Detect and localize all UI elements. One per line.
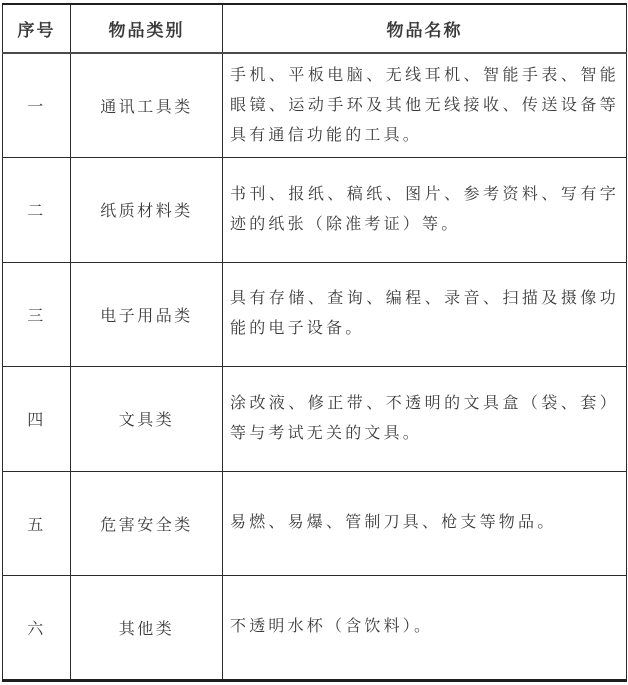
table-row xyxy=(3,576,627,681)
row-number-cell: 三 xyxy=(3,262,71,367)
category-cell: 危害安全类 xyxy=(71,471,223,576)
row-number-cell: 四 xyxy=(3,367,71,472)
items-cell: 手机、平板电脑、无线耳机、智能手表、智能眼镜、运动手环及其他无线接收、传送设备等具有通信功能的工具。 xyxy=(223,53,627,158)
header-cell-item-name: 物品名称 xyxy=(223,4,627,53)
row-number-cell: 二 xyxy=(3,158,71,263)
header-cell-category: 物品类别 xyxy=(71,4,223,53)
table-row xyxy=(3,262,627,367)
items-cell: 书刊、报纸、稿纸、图片、参考资料、写有字迹的纸张（除准考证）等。 xyxy=(223,158,627,263)
table-header-row xyxy=(3,4,627,53)
table-row xyxy=(3,158,627,263)
header-cell-number: 序号 xyxy=(3,4,71,53)
row-number-cell: 一 xyxy=(3,53,71,158)
row-number-cell: 五 xyxy=(3,471,71,576)
items-cell: 具有存储、查询、编程、录音、扫描及摄像功能的电子设备。 xyxy=(223,262,627,367)
category-cell: 纸质材料类 xyxy=(71,158,223,263)
table-row xyxy=(3,471,627,576)
category-cell: 文具类 xyxy=(71,367,223,472)
table-row xyxy=(3,367,627,472)
category-cell: 其他类 xyxy=(71,576,223,681)
prohibited-items-table xyxy=(2,3,627,682)
category-cell: 通讯工具类 xyxy=(71,53,223,158)
items-cell: 涂改液、修正带、不透明的文具盒（袋、套）等与考试无关的文具。 xyxy=(223,367,627,472)
items-cell: 不透明水杯（含饮料）。 xyxy=(223,576,627,681)
category-cell: 电子用品类 xyxy=(71,262,223,367)
items-cell: 易燃、易爆、管制刀具、枪支等物品。 xyxy=(223,471,627,576)
row-number-cell: 六 xyxy=(3,576,71,681)
table-row xyxy=(3,53,627,158)
